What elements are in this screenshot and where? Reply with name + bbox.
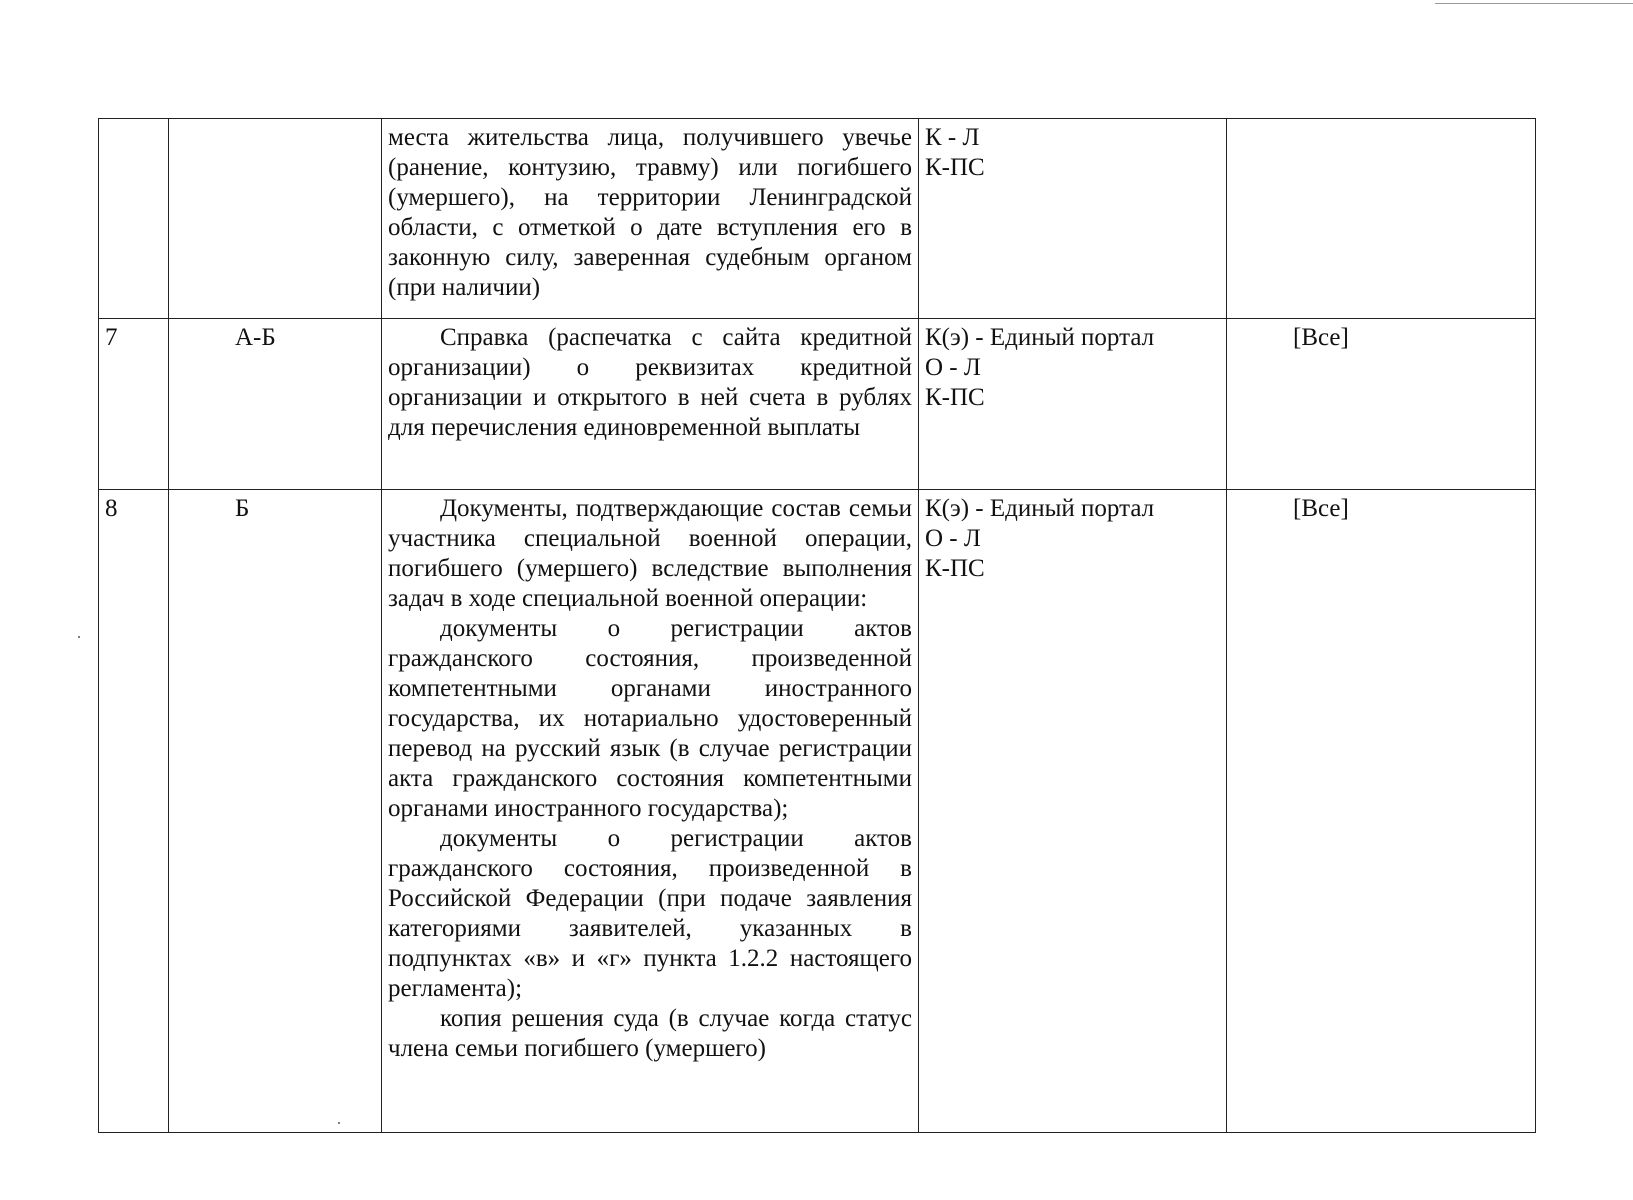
submission-method-cell [919, 319, 1227, 490]
category-label: А-Б [235, 324, 276, 351]
document-description-cell [382, 119, 919, 319]
scan-speck [78, 636, 80, 638]
document-description-cell [382, 319, 919, 490]
submission-method: О - Л [925, 354, 981, 381]
scope-cell [1227, 319, 1536, 490]
scope-cell [1227, 490, 1536, 1133]
scope-cell [1227, 119, 1536, 319]
submission-method: К-ПС [925, 154, 985, 181]
description-paragraph: Документы, подтверждающие состав семьи участника специальной военной операции, погибшего (умершего) вследствие выполнения задач в ходе специальной военной операции: [388, 495, 912, 612]
submission-method: К(э) - Единый портал [925, 324, 1155, 351]
row-number-cell: 8 [99, 490, 169, 1133]
scope-label: [Все] [1293, 324, 1349, 351]
description-paragraph: документы о регистрации актов гражданского состояния, произведенной в Российской Федерации (при подаче заявления категориями заявителей, указанных в подпунктах «в» и «г» пункта 1.2.2 настоящего регламента); [388, 825, 912, 1002]
document-description-cell [382, 490, 919, 1133]
row-number-cell: 7 [99, 319, 169, 490]
document-table [98, 118, 1536, 1133]
table-row [99, 319, 1536, 490]
category-cell [169, 490, 382, 1133]
submission-method-cell [919, 119, 1227, 319]
submission-method: К-ПС [925, 384, 985, 411]
description-paragraph: копия решения суда (в случае когда статус члена семьи погибшего (умершего) [388, 1005, 912, 1062]
row-number-cell [99, 119, 169, 319]
category-cell [169, 319, 382, 490]
submission-method: К - Л [925, 124, 980, 151]
submission-method: О - Л [925, 525, 981, 552]
table-row [99, 119, 1536, 319]
scan-edge-line [1435, 3, 1633, 4]
submission-method-cell [919, 490, 1227, 1133]
description-paragraph: документы о регистрации актов гражданского состояния, произведенной компетентными органами иностранного государства, их нотариально удостоверенный перевод на русский язык (в случае регистрации акта гражданского состояния компетентными органами иностранного государства); [388, 615, 912, 822]
submission-method: К-ПС [925, 555, 985, 582]
category-label: Б [235, 495, 250, 522]
scope-label: [Все] [1293, 495, 1349, 522]
description-paragraph: Справка (распечатка с сайта кредитной организации) о реквизитах кредитной организации и открытого в ней счета в рублях для перечисления единовременной выплаты [388, 324, 912, 441]
description-paragraph: места жительства лица, получившего увечье (ранение, контузию, травму) или погибшего (умершего), на территории Ленинградской области, с отметкой о дате вступления его в законную силу, заверенная судебным органом (при наличии) [388, 124, 912, 301]
submission-method: К(э) - Единый портал [925, 495, 1155, 522]
category-cell [169, 119, 382, 319]
table-row [99, 490, 1536, 1133]
